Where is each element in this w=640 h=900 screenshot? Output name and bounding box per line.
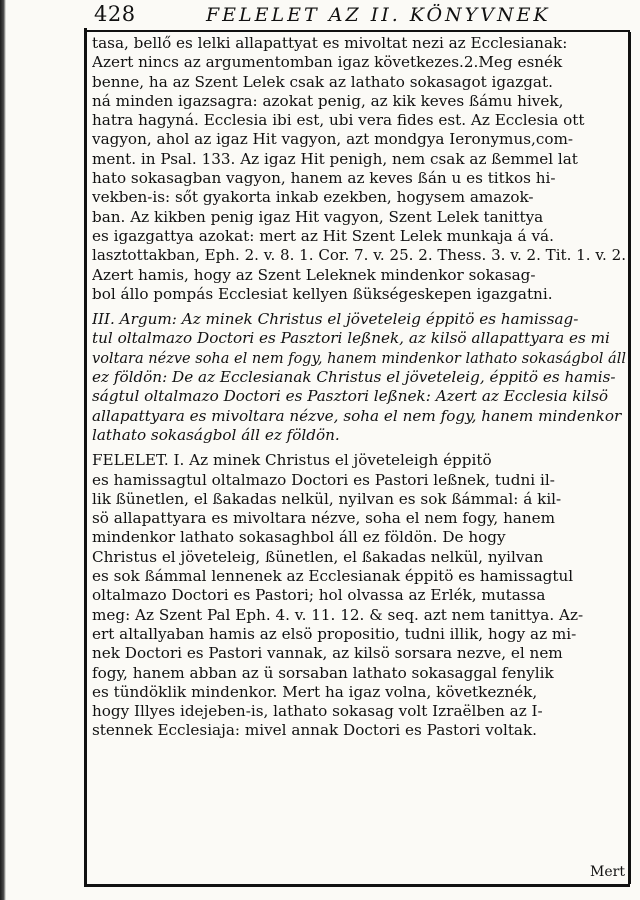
text-line (92, 721, 628, 740)
scan-shadow (0, 0, 6, 900)
text-line-content: benne, ha az Szent Lelek csak az lathato sokasagot igazgat. (92, 72, 553, 91)
text-line (92, 73, 628, 92)
text-line-content: es tündöklik mindenkor. Mert ha igaz volna, következnék, (92, 682, 538, 701)
text-line (92, 664, 628, 683)
text-line-content: ságtul oltalmazo Doctori es Pasztori leßnek: Azert az Ecclesia kilsö (92, 387, 609, 406)
text-line (92, 625, 628, 644)
text-line-content: ment. in Psal. 133. Az igaz Hit penigh, nem csak az ßemmel lat (92, 149, 578, 168)
text-line (92, 169, 628, 188)
text-line-content: hogy Illyes idejeben-is, lathato sokasag volt Izraëlben az I- (92, 702, 543, 721)
text-line (92, 567, 628, 586)
text-line-content: voltara nézve soha el nem fogy, hanem mindenkor lathato sokaságbol áll (92, 348, 626, 367)
text-line-content: III. Argum: Az minek Christus el jöveteleig éppitö es hamissag- (92, 310, 579, 329)
text-line (92, 266, 628, 285)
text-line (92, 451, 628, 470)
text-line (92, 407, 628, 426)
frame-rule-left (84, 28, 87, 884)
text-line (92, 34, 628, 53)
text-line (92, 227, 628, 246)
text-line-content: lathato sokaságbol áll ez földön. (92, 425, 340, 444)
text-line (92, 490, 628, 509)
text-line (92, 285, 628, 304)
text-line-content: ert altallyaban hamis az elsö propositio, tudni illik, hogy az mi- (92, 624, 577, 643)
text-line (92, 92, 628, 111)
text-line (92, 188, 628, 207)
text-line (92, 130, 628, 149)
text-line (92, 586, 628, 605)
text-line (92, 349, 628, 368)
text-line-content: vagyon, ahol az igaz Hit vagyon, azt mondgya Ieronymus,com- (92, 130, 574, 149)
text-line (92, 606, 628, 625)
text-line-content: lik ßünetlen, el ßakadas nelkül, nyilvan es sok ßámmal: á kil- (92, 489, 562, 508)
text-line-content: ez földön: De az Ecclesianak Christus el jöveteleig, éppitö es hamis- (92, 368, 616, 387)
text-line-content: mindenkor lathato sokasaghbol áll ez földön. De hogy (92, 528, 506, 547)
frame-rule-bottom (84, 884, 630, 887)
text-line-content: vekben-is: sőt gyakorta inkab ezekben, hogysem amazok- (92, 188, 534, 207)
text-line (92, 329, 628, 348)
text-line-content: es igazgattya azokat: mert az Hit Szent Lelek munkaja á vá. (92, 226, 554, 245)
text-line (92, 53, 628, 72)
text-line (92, 208, 628, 227)
text-line-content: tul oltalmazo Doctori es Pasztori leßnek, az kilsö allapattyara es mi (92, 329, 610, 348)
running-head: FELELET AZ II. KÖNYVNEK (206, 4, 551, 26)
text-line-content: lasztottakban, Eph. 2. v. 8. 1. Cor. 7. v. 25. 2. Thess. 3. v. 2. Tit. 1. v. 2. (92, 246, 626, 265)
text-line (92, 644, 628, 663)
text-line (92, 246, 628, 265)
catchword: Mert (590, 864, 625, 880)
text-line (92, 548, 628, 567)
text-line-content: stennek Ecclesiaja: mivel annak Doctori es Pastori voltak. (92, 721, 538, 740)
text-line (92, 426, 628, 445)
text-line (92, 387, 628, 406)
text-line-content: Azert nincs az argumentomban igaz következes.2.Meg esnék (92, 53, 563, 72)
page-header (94, 2, 624, 28)
text-line-content: es sok ßámmal lennenek az Ecclesianak éppitö es hamissagtul (92, 567, 574, 586)
text-line-content: Christus el jöveteleig, ßünetlen, el ßakadas nelkül, nyilvan (92, 547, 544, 566)
frame-rule-right (628, 32, 631, 884)
text-line (92, 111, 628, 130)
text-line-content: tasa, bellő es lelki allapattyat es mivoltat nezi az Ecclesianak: (92, 34, 568, 52)
body-text (92, 34, 628, 741)
text-line-content: oltalmazo Doctori es Pastori; hol olvassa az Erlék, mutassa (92, 586, 546, 605)
text-line (92, 310, 628, 329)
text-line (92, 528, 628, 547)
page-number: 428 (94, 2, 136, 26)
text-line-content: es hamissagtul oltalmazo Doctori es Pastori leßnek, tudni il- (92, 470, 555, 489)
text-line-content: meg: Az Szent Pal Eph. 4. v. 11. 12. & seq. azt nem tanittya. Az- (92, 605, 584, 624)
text-line-content: ban. Az kikben penig igaz Hit vagyon, Szent Lelek tanittya (92, 207, 544, 226)
text-line-content: FELELET. I. Az minek Christus el jöveteleigh éppitö (92, 451, 492, 470)
text-line-content: Azert hamis, hogy az Szent Leleknek mindenkor sokasag- (92, 265, 536, 284)
text-line-content: nek Doctori es Pastori vannak, az kilsö sorsara nezve, el nem (92, 644, 563, 663)
text-line (92, 509, 628, 528)
text-line-content: allapattyara es mivoltara nézve, soha el nem fogy, hanem mindenkor (92, 406, 622, 425)
text-line-content: ná minden igazsagra: azokat penig, az kik keves ßámu hivek, (92, 91, 564, 110)
text-line (92, 683, 628, 702)
text-line-content: hato sokasagban vagyon, hanem az keves ßán u es titkos hi- (92, 169, 556, 188)
text-line-content: bol állo pompás Ecclesiat kellyen ßükségeskepen igazgatni. (92, 284, 553, 303)
text-line (92, 368, 628, 387)
text-line (92, 471, 628, 490)
text-line-content: sö allapattyara es mivoltara nézve, soha el nem fogy, hanem (92, 509, 556, 528)
frame-rule-top (84, 30, 630, 32)
text-line (92, 150, 628, 169)
text-line-content: fogy, hanem abban az ü sorsaban lathato sokasaggal fenylik (92, 663, 554, 682)
text-line (92, 702, 628, 721)
text-line-content: hatra hagyná. Ecclesia ibi est, ubi vera fides est. Az Ecclesia ott (92, 111, 585, 130)
